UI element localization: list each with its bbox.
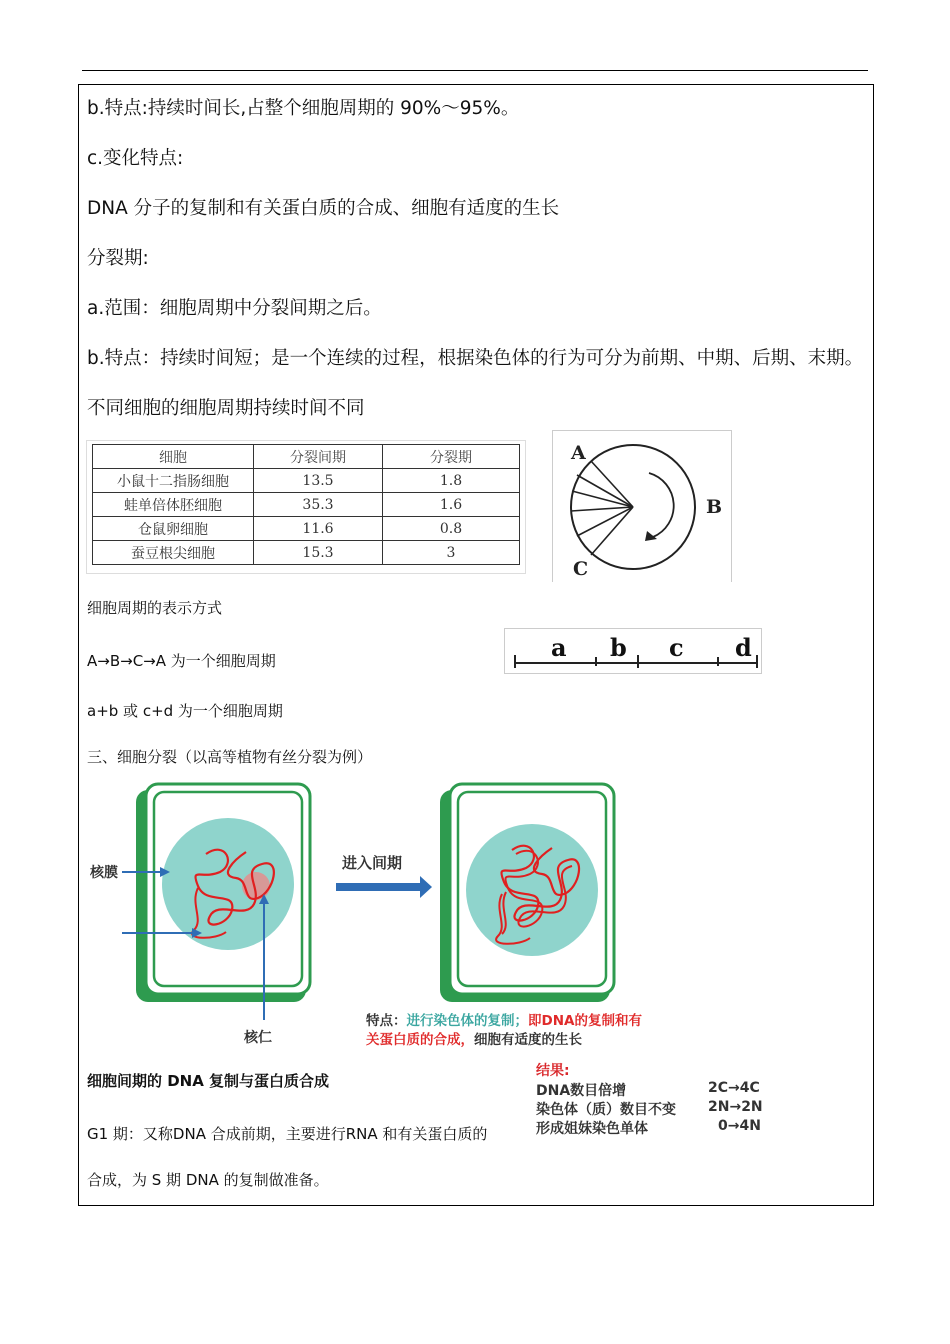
result-value: 0→4N: [718, 1118, 761, 1134]
table-header: 分裂间期: [254, 445, 383, 469]
table-cell: 13.5: [254, 469, 383, 493]
feature-caption-line2: [366, 1031, 582, 1048]
text-mitotic-range: a.范围：细胞周期中分裂间期之后。: [87, 298, 382, 319]
table-row: [93, 469, 520, 493]
table-row: [93, 541, 520, 565]
table-cell: 35.3: [254, 493, 383, 517]
label-a: a: [551, 633, 567, 662]
table-row: [93, 493, 520, 517]
feature-red2: 关蛋白质的合成，: [366, 1032, 474, 1048]
text-cycle-representation: 细胞周期的表示方式: [87, 599, 223, 617]
text-cycle-circle-example: A→B→C→A 为一个细胞周期: [87, 652, 276, 670]
arrow-label-enter-interphase: 进入间期: [342, 854, 403, 872]
cell-after-interphase: [440, 784, 614, 1002]
nucleus: [162, 818, 294, 950]
text-g1-phase-cont: 合成，为 S 期 DNA 的复制做准备。: [87, 1171, 329, 1189]
table-header-row: [93, 445, 520, 469]
big-arrow-icon: [420, 876, 432, 898]
cell-cycle-table: [92, 444, 520, 565]
table-cell: 1.8: [383, 469, 520, 493]
feature-green: 进行染色体的复制；: [406, 1013, 528, 1029]
text-change-feature: c.变化特点:: [87, 148, 184, 169]
result-value: 2C→4C: [708, 1080, 760, 1096]
label-b: b: [610, 633, 627, 662]
cell-cycle-line-figure: [504, 628, 762, 674]
table-cell: 0.8: [383, 517, 520, 541]
direction-arrow: [649, 473, 674, 537]
feature-black: 细胞有适度的生长: [474, 1032, 582, 1048]
interphase-diagram: [86, 780, 696, 1070]
text-interphase-feature: b.特点:持续时间长,占整个细胞周期的 90%～95%。: [87, 98, 520, 119]
cell-cycle-table-wrapper: [86, 440, 526, 574]
result-value: 2N→2N: [708, 1099, 763, 1115]
table-cell: 小鼠十二指肠细胞: [93, 469, 254, 493]
table-cell: 蛙单倍体胚细胞: [93, 493, 254, 517]
result-label: 形成姐妹染色单体: [536, 1121, 648, 1137]
text-mitotic-phase: 分裂期:: [87, 248, 149, 269]
feature-prefix: 特点：: [366, 1013, 407, 1029]
result-label: 染色体（质）数目不变: [536, 1102, 676, 1118]
text-dna-replication: DNA 分子的复制和有关蛋白质的合成、细胞有适度的生长: [87, 198, 560, 219]
label-c: C: [573, 558, 589, 580]
feature-red1: 即DNA的复制和有: [528, 1013, 642, 1029]
section-heading-dna-replication: 细胞间期的 DNA 复制与蛋白质合成: [87, 1072, 330, 1090]
result-label: DNA数目倍增: [536, 1083, 627, 1099]
result-box: [536, 1060, 786, 1140]
table-header: 分裂期: [383, 445, 520, 469]
text-mitotic-feature: b.特点：持续时间短；是一个连续的过程，根据染色体的行为可分为前期、中期、后期、末期。: [87, 348, 864, 369]
section-heading-cell-division: 三、细胞分裂（以高等植物有丝分裂为例）: [87, 748, 373, 766]
table-cell: 仓鼠卵细胞: [93, 517, 254, 541]
label-b: B: [706, 496, 723, 518]
label-nuclear-membrane: 核膜: [90, 865, 118, 881]
text-cycle-duration: 不同细胞的细胞周期持续时间不同: [87, 398, 365, 419]
label-c: c: [669, 633, 684, 662]
label-d: d: [735, 633, 752, 662]
feature-caption-line1: [366, 1012, 642, 1029]
result-title: 结果:: [536, 1063, 570, 1079]
table-cell: 15.3: [254, 541, 383, 565]
text-cycle-line-example: a+b 或 c+d 为一个细胞周期: [87, 702, 283, 720]
nucleus: [466, 824, 598, 956]
table-header: 细胞: [93, 445, 254, 469]
cell-cycle-circle-figure: [552, 430, 732, 582]
text-g1-phase: G1 期：又称DNA 合成前期，主要进行RNA 和有关蛋白质的: [87, 1125, 488, 1143]
label-a: A: [571, 442, 586, 464]
table-cell: 11.6: [254, 517, 383, 541]
cell-before-interphase: [136, 784, 310, 1002]
table-cell: 3: [383, 541, 520, 565]
label-nucleolus: 核仁: [244, 1030, 272, 1046]
header-rule: [82, 70, 868, 71]
table-cell: 1.6: [383, 493, 520, 517]
table-row: [93, 517, 520, 541]
table-cell: 蚕豆根尖细胞: [93, 541, 254, 565]
